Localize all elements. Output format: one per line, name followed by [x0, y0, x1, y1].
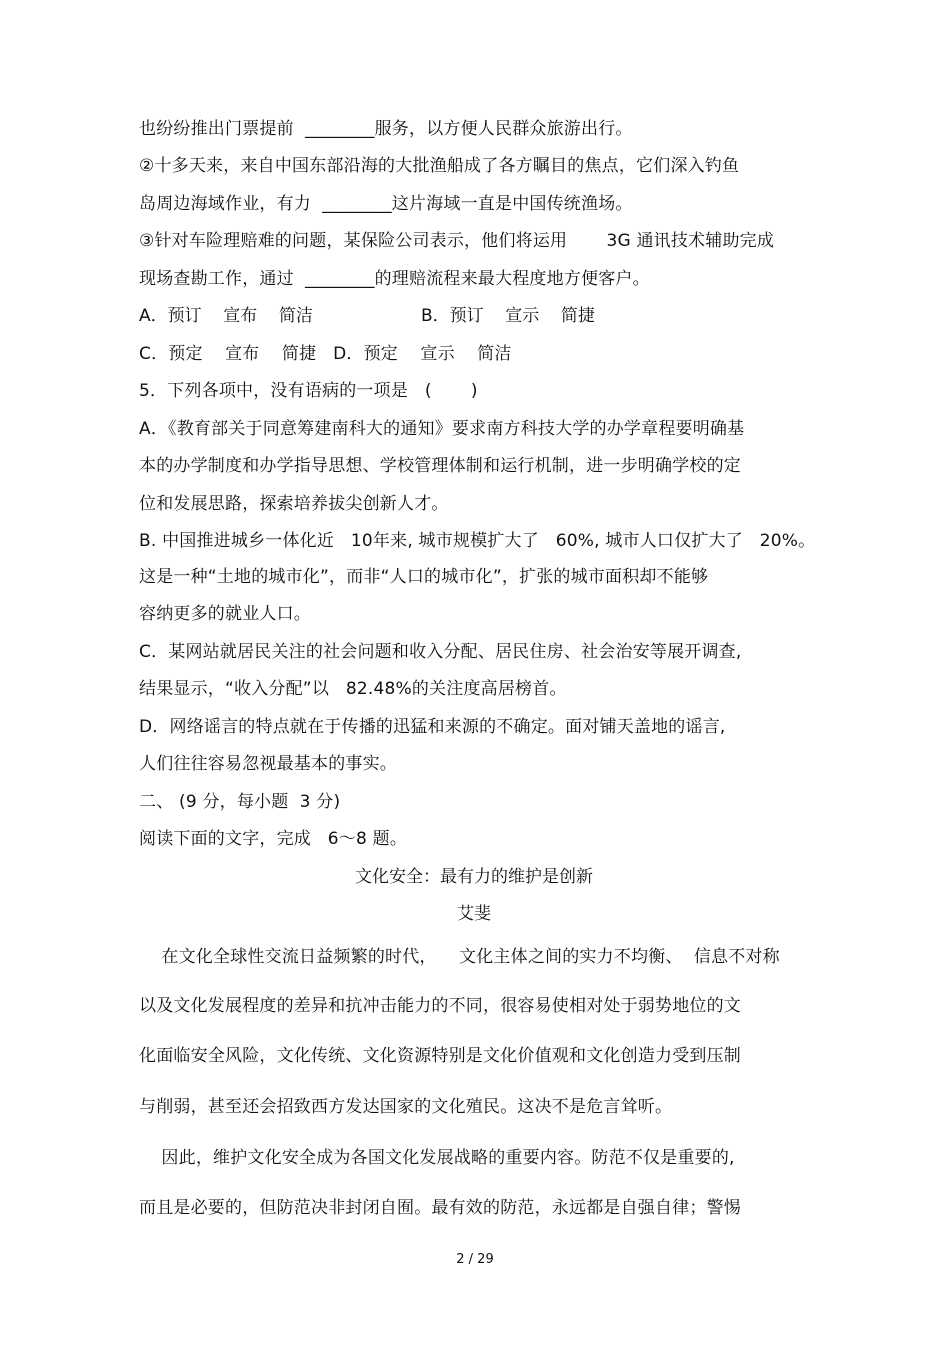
- text-line: 也纷纷推出门票提前 ________服务，以方便人民群众旅游出行。: [139, 119, 633, 139]
- options-c-d: C．预定 宣布 简捷 D．预定 宣示 简洁: [139, 344, 512, 364]
- paragraph-line: 化面临安全风险，文化传统、文化资源特别是文化价值观和文化创造力受到压制: [139, 1046, 741, 1066]
- text-line: C．某网站就居民关注的社会问题和收入分配、居民住房、社会治安等展开调查,: [139, 642, 742, 662]
- option-b: B．预订 宣示 简捷: [421, 306, 595, 326]
- text-line: 本的办学制度和办学指导思想、学校管理体制和运行机制，进一步明确学校的定: [139, 456, 741, 476]
- paragraph-line: 与削弱，甚至还会招致西方发达国家的文化殖民。这决不是危言耸听。: [139, 1097, 673, 1117]
- text-line: 结果显示，“收入分配”以 82.48%的关注度高居榜首。: [139, 679, 567, 699]
- text-line: 容纳更多的就业人口。: [139, 604, 311, 624]
- text-line: 这是一种“土地的城市化”，而非“人口的城市化”，扩张的城市面积却不能够: [139, 567, 709, 587]
- paragraph-line: 在文化全球性交流日益频繁的时代， 文化主体之间的实力不均衡、 信息不对称: [139, 947, 780, 967]
- question-5-stem: 5．下列各项中，没有语病的一项是 ( ): [139, 381, 478, 401]
- text-line: 岛周边海域作业，有力 ________这片海域一直是中国传统渔场。: [139, 194, 633, 214]
- paragraph-line: 而且是必要的，但防范决非封闭自囿。最有效的防范，永远都是自强自律；警惕: [139, 1198, 741, 1218]
- text-line: A．《教育部关于同意筹建南科大的通知》要求南方科技大学的办学章程要明确基: [139, 419, 745, 439]
- text-line: 现场查勘工作，通过 ________的理赔流程来最大程度地方便客户。: [139, 269, 650, 289]
- text-line: ③针对车险理赔难的问题，某保险公司表示，他们将运用 3G 通讯技术辅助完成: [139, 231, 775, 251]
- paragraph-line: 以及文化发展程度的差异和抗冲击能力的不同，很容易使相对处于弱势地位的文: [139, 996, 741, 1016]
- text-line: ②十多天来，来自中国东部沿海的大批渔船成了各方瞩目的焦点，它们深入钓鱼: [139, 156, 740, 176]
- text-line: 人们往往容易忽视最基本的事实。: [139, 754, 397, 774]
- option-a: A．预订 宣布 简洁: [139, 306, 313, 326]
- section-heading: 二、 (9 分，每小题 3 分): [139, 792, 341, 812]
- article-title: 文化安全：最有力的维护是创新: [355, 867, 593, 887]
- text-line: D．网络谣言的特点就在于传播的迅猛和来源的不确定。面对铺天盖地的谣言,: [139, 717, 726, 737]
- article-author: 艾斐: [457, 904, 491, 924]
- paragraph-line: 因此，维护文化安全成为各国文化发展战略的重要内容。防范不仅是重要的,: [139, 1148, 735, 1168]
- page-number: 2 / 29: [456, 1252, 494, 1267]
- reading-instruction: 阅读下面的文字，完成 6～8 题。: [139, 829, 408, 849]
- text-line: 位和发展思路，探索培养拔尖创新人才。: [139, 494, 449, 514]
- text-line: B. 中国推进城乡一体化近 10年来, 城市规模扩大了 60%, 城市人口仅扩大了 20%。: [139, 531, 816, 551]
